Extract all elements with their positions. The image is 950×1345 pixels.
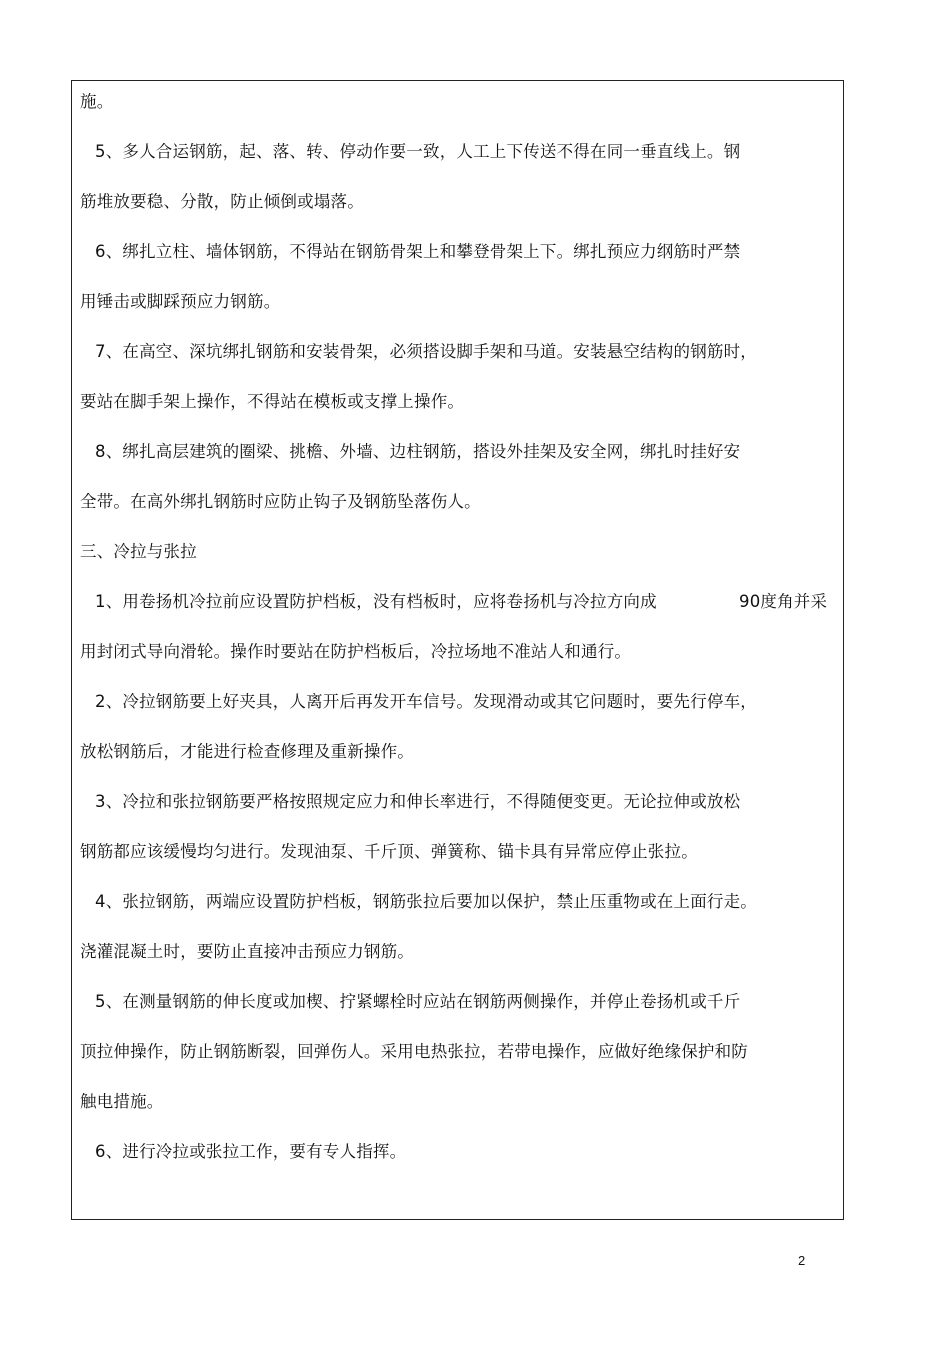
text-line: 用锤击或脚踩预应力钢筋。	[80, 292, 281, 311]
text-line: 用封闭式导向滑轮。操作时要站在防护档板后，冷拉场地不准站人和通行。	[80, 642, 632, 661]
text-line: 全带。在高外绑扎钢筋时应防止钩子及钢筋坠落伤人。	[80, 492, 481, 511]
section-heading: 三、冷拉与张拉	[80, 542, 197, 561]
text-line: 浇灌混凝土时，要防止直接冲击预应力钢筋。	[80, 942, 414, 961]
text-line: 放松钢筋后，才能进行检查修理及重新操作。	[80, 742, 414, 761]
text-segment: 90度角并采	[739, 592, 828, 611]
text-line: 3、冷拉和张拉钢筋要严格按照规定应力和伸长率进行，不得随便变更。无论拉伸或放松	[95, 792, 741, 811]
text-line: 顶拉伸操作，防止钢筋断裂，回弹伤人。采用电热张拉，若带电操作，应做好绝缘保护和防	[80, 1042, 748, 1061]
text-line: 5、在测量钢筋的伸长度或加楔、拧紧螺栓时应站在钢筋两侧操作，并停止卷扬机或千斤	[95, 992, 741, 1011]
text-line: 8、绑扎高层建筑的圈梁、挑檐、外墙、边柱钢筋，搭设外挂架及安全网，绑扎时挂好安	[95, 442, 741, 461]
text-line: 筋堆放要稳、分散，防止倾倒或塌落。	[80, 192, 364, 211]
text-segment: 1、用卷扬机冷拉前应设置防护档板，没有档板时，应将卷扬机与冷拉方向成	[95, 592, 657, 611]
text-line: 要站在脚手架上操作，不得站在模板或支撑上操作。	[80, 392, 465, 411]
text-line: 4、张拉钢筋，两端应设置防护档板，钢筋张拉后要加以保护，禁止压重物或在上面行走。	[95, 892, 757, 911]
text-line: 7、在高空、深坑绑扎钢筋和安装骨架，必须搭设脚手架和马道。安装悬空结构的钢筋时，	[95, 342, 757, 361]
page-number: 2	[798, 1253, 806, 1268]
text-line: 6、绑扎立柱、墙体钢筋，不得站在钢筋骨架上和攀登骨架上下。绑扎预应力纲筋时严禁	[95, 242, 741, 261]
text-line: 触电措施。	[80, 1092, 164, 1111]
text-line: 6、进行冷拉或张拉工作，要有专人指挥。	[95, 1142, 407, 1161]
text-line: 5、多人合运钢筋，起、落、转、停动作要一致，人工上下传送不得在同一垂直线上。钢	[95, 142, 741, 161]
text-line: 2、冷拉钢筋要上好夹具，人离开后再发开车信号。发现滑动或其它问题时，要先行停车，	[95, 692, 757, 711]
text-line: 施。	[80, 92, 114, 111]
text-line: 钢筋都应该缓慢均匀进行。发现油泵、千斤顶、弹簧称、锚卡具有异常应停止张拉。	[80, 842, 698, 861]
